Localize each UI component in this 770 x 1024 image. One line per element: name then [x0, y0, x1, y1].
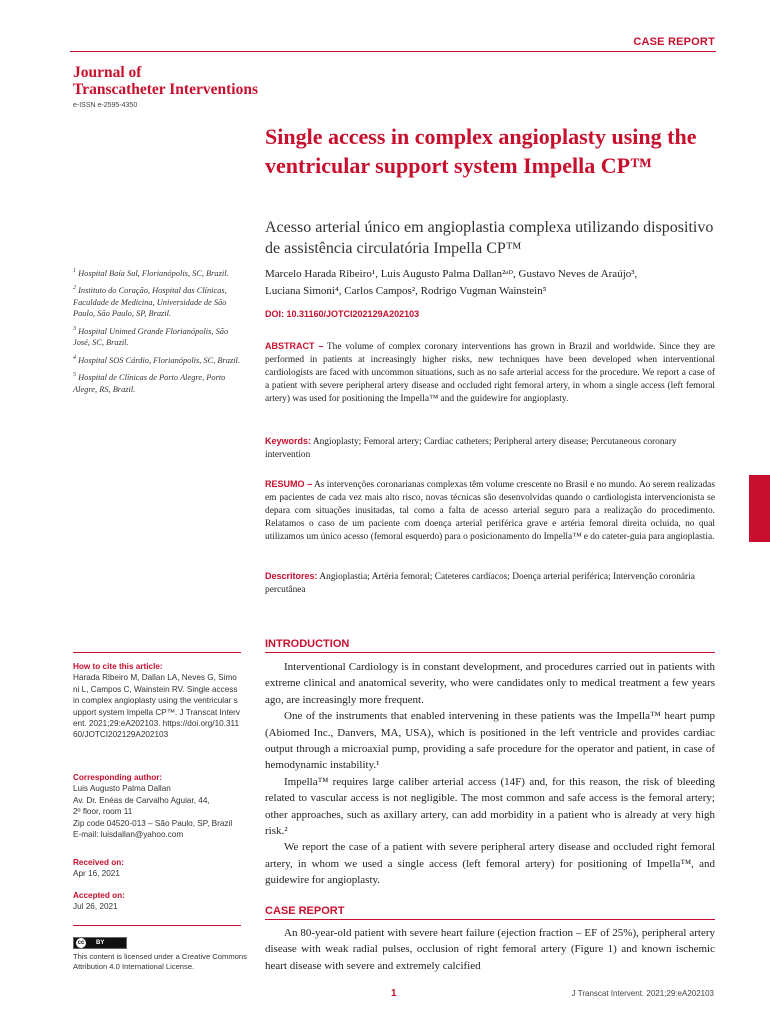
- introduction-rule: [265, 652, 715, 653]
- received-date: [73, 857, 241, 880]
- abstract: [265, 340, 715, 406]
- cite-heading: How to cite this article:: [73, 662, 163, 671]
- sidebar-rule-bottom: [73, 925, 241, 926]
- received-heading: Received on:: [73, 858, 124, 867]
- paragraph: One of the instruments that enabled intervening in these patients was the Impella™ heart pump (Abiomed Inc., Danvers, MA, USA), which is positioned in the left ventricle and provides cardiac output through a microaxial pump, providing a safe procedure for the operator and patient, in case of hemodynamic instability.¹: [265, 710, 715, 772]
- creative-commons-icon: cc: [77, 940, 85, 946]
- corresponding-author: [73, 772, 241, 840]
- keywords-label: Keywords:: [265, 436, 312, 446]
- descritores-text: Angioplastia; Artéria femoral; Cateteres cardíacos; Doença arterial periférica; Intervenção coronária percutânea: [265, 572, 695, 595]
- case-report-rule: [265, 919, 715, 920]
- how-to-cite: [73, 661, 241, 741]
- resumo-text: As intervenções coronarianas complexas têm volume crescente no Brasil e no mundo. Ao serem realizadas em pacientes de cada vez mais alto risco, novas técnicas são desenvolvidas quando o cardiologista intervencionista se depara com situações inusitadas, tal como a falta de acesso arterial seguro para a realização do procedimento. Relatamos o caso de um paciente com doença arterial periférica grave e artéria femoral direita ocluída, no qual utilizamos um único acesso (femoral esquerdo) para o posicionamento do Impella™ e do cateter-guia para angioplastia.: [265, 480, 715, 542]
- affiliation-item: $^2$ Instituto do Coração, Hospital das Clínicas, Faculdade de Medicina, Universidade de São Paulo, São Paulo, SP, Brazil.: [73, 285, 227, 319]
- corr-email[interactable]: E-mail: luisdallan@yahoo.com: [73, 830, 184, 840]
- journal-title: [73, 64, 258, 98]
- article-title: Single access in complex angioplasty using the ventricular support system Impella CP™: [265, 124, 697, 178]
- case-report-heading: CASE REPORT: [265, 905, 345, 917]
- resumo: [265, 478, 715, 544]
- cc-license-badge[interactable]: [73, 937, 127, 949]
- cc-by-label: BY: [96, 940, 105, 946]
- keywords-text: Angioplasty; Femoral artery; Cardiac catheters; Peripheral artery disease; Percutaneous coronary intervention: [265, 437, 677, 460]
- accepted-date: [73, 890, 241, 913]
- affiliation-item: $^1$ Hospital Baía Sul, Florianópolis, SC, Brazil.: [73, 268, 229, 278]
- corr-line: 2º floor, room 11: [73, 807, 133, 817]
- header-rule: [70, 51, 716, 52]
- license-text: This content is licensed under a Creative Commons Attribution 4.0 International License.: [73, 952, 247, 972]
- accepted-value: Jul 26, 2021: [73, 902, 118, 912]
- paragraph: Impella™ requires large caliber arterial access (14F) and, for this reason, the risk of bleeding related to vascular access is not negligible. The most common and safe access is the femoral artery; other approaches, such as axillary artery, can add morbidity in a patient who is already at very high risk.²: [265, 775, 715, 838]
- introduction-heading: INTRODUCTION: [265, 638, 350, 650]
- journal-title-line2: Transcatheter Interventions: [73, 81, 258, 98]
- article-subtitle: Acesso arterial único em angioplastia complexa utilizando dispositivo de assistência circulatória Impella CP™: [265, 219, 714, 257]
- journal-eissn: e-ISSN e-2595-4350: [73, 102, 138, 109]
- resumo-label: RESUMO –: [265, 479, 313, 489]
- case-report-tag: CASE REPORT: [633, 36, 715, 48]
- paragraph: An 80-year-old patient with severe heart failure (ejection fraction – EF of 25%), peripheral artery disease with weak radial pulses, occlusion of right femoral artery (Figure 1) and known ischemic heart disease with severe and extremely calcified: [265, 927, 715, 972]
- author-list: [265, 266, 725, 300]
- descritores-label: Descritores:: [265, 571, 318, 581]
- page-number: 1: [391, 988, 397, 999]
- affiliation-item: $^5$ Hospital de Clínicas de Porto Alegre, Porto Alegre, RS, Brazil.: [73, 372, 226, 394]
- author-line-2: Luciana Simoni⁴, Carlos Campos², Rodrigo Vugman Wainstein⁵: [265, 285, 547, 297]
- received-value: Apr 16, 2021: [73, 869, 120, 879]
- abstract-text: The volume of complex coronary interventions has grown in Brazil and worldwide. Since they are performed in patients at increasingly higher risks, new techniques have been developed when interventional cardiologists are faced with uncommon situations, such as no safe arterial access for the procedure. We report a case of a patient with severe peripheral artery disease and occluded right femoral artery, in whom a single access (left femoral artery) was used for positioning the Impella™ and the guidewire for angioplasty.: [265, 342, 715, 404]
- paragraph: Interventional Cardiology is in constant development, and procedures carried out in patients with extreme clinical and anatomical severity, who were candidates only to medical treatment a few years ago, are increasingly more frequent.: [265, 661, 715, 706]
- sidebar-rule: [73, 652, 241, 653]
- abstract-label: ABSTRACT –: [265, 341, 324, 351]
- affiliation-item: $^4$ Hospital SOS Cárdio, Florianópolis, SC, Brazil.: [73, 354, 240, 365]
- corr-line: Luis Augusto Palma Dallan: [73, 784, 171, 794]
- cite-text: Harada Ribeiro M, Dallan LA, Neves G, Simoni L, Campos C, Wainstein RV. Single access in complex angioplasty using the ventricular support system Impella CP™. J Transcat Intervent. 2021;29:eA202103. https://doi.org/10.31160/JOTCI202129A202103: [73, 673, 240, 740]
- corr-line: Av. Dr. Enéas de Carvalho Aguiar, 44,: [73, 795, 210, 805]
- affiliation-item: $^3$ Hospital Unimed Grande Florianópolis, São José, SC, Brazil.: [73, 325, 229, 348]
- case-report-body: [265, 925, 715, 974]
- author-line-1: Marcelo Harada Ribeiro¹, Luis Augusto Palma Dallan²ᵃᴰ, Gustavo Neves de Araújo³,: [265, 268, 638, 280]
- affiliation-list: [73, 266, 241, 399]
- footer-citation: J Transcat Intervent. 2021;29:eA202103: [571, 989, 714, 998]
- doi-link[interactable]: DOI: 10.31160/JOTCI202129A202103: [265, 309, 420, 319]
- keywords: [265, 435, 715, 462]
- descritores: [265, 570, 715, 597]
- introduction-body: [265, 659, 715, 889]
- section-side-tab: [749, 475, 770, 542]
- paragraph: We report the case of a patient with severe peripheral artery disease and occluded right femoral artery, in whom we used a single access (left femoral artery) for positioning of Impella™, and guidewire for angioplasty.: [265, 841, 715, 887]
- accepted-heading: Accepted on:: [73, 891, 125, 900]
- journal-title-line1: Journal of: [73, 64, 142, 81]
- corr-heading: Corresponding author:: [73, 773, 163, 782]
- corr-line: Zip code 04520-013 – São Paulo, SP, Brazil: [73, 818, 233, 828]
